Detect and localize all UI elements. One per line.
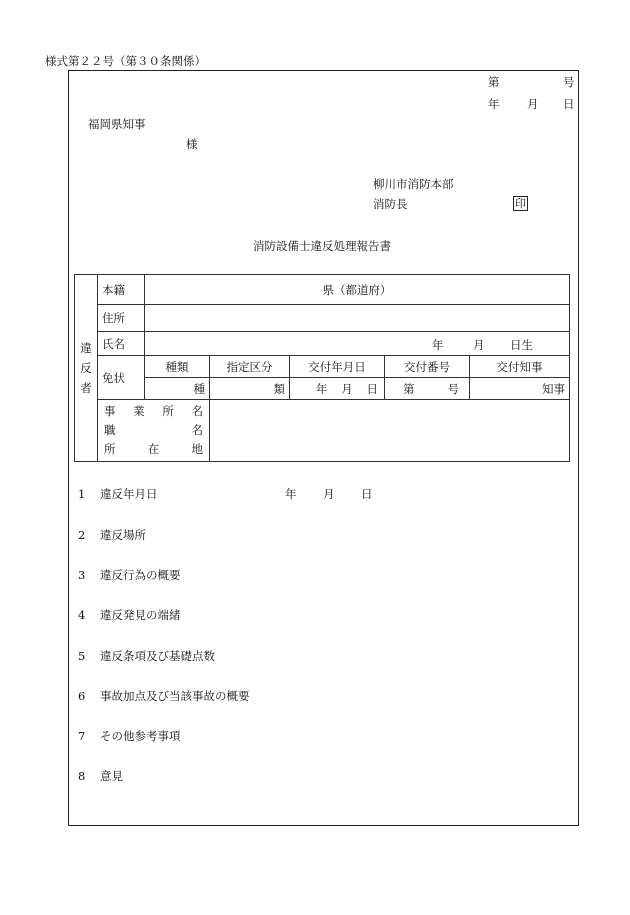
item-8: 8 意見 (78, 769, 123, 783)
license-header-type: 種類 (145, 356, 210, 378)
form-number-label: 様式第２２号（第３０条関係） (45, 54, 206, 68)
item-3-label: 違反行為の概要 (100, 568, 181, 582)
location-label: 所 在 地 (104, 442, 203, 456)
item-1-month: 月 (323, 487, 335, 501)
item-6: 6 事故加点及び当該事故の概要 (78, 689, 250, 703)
name-label: 氏名 (98, 332, 145, 356)
item-4-label: 違反発見の端緒 (100, 608, 181, 622)
job-title-label: 職 名 (104, 423, 203, 437)
license-header-issue-number: 交付番号 (385, 356, 470, 378)
sender-org: 柳川市消防本部 (373, 177, 454, 191)
item-1-day: 日 (361, 487, 373, 501)
item-2-label: 違反場所 (100, 528, 146, 542)
business-labels-cell (98, 400, 210, 462)
document-title: 消防設備士違反処理報告書 (253, 239, 391, 253)
license-label: 免状 (98, 356, 145, 400)
license-issue-year: 年 (316, 381, 328, 396)
license-category-rui: 類 (210, 378, 290, 400)
item-3: 3 違反行為の概要 (78, 568, 181, 582)
item-8-label: 意見 (100, 769, 123, 783)
item-1-year: 年 (285, 487, 297, 501)
name-birth-cell (145, 332, 570, 356)
business-value-cell (210, 400, 570, 462)
license-type-shu: 種 (145, 378, 210, 400)
item-1: 1 違反年月日 (78, 487, 158, 501)
birth-suffix: 日生 (510, 337, 533, 352)
item-7-label: その他参考事項 (100, 729, 181, 743)
birth-month: 月 (473, 337, 485, 352)
item-1-label: 違反年月日 (100, 487, 158, 501)
item-5: 5 違反条項及び基礎点数 (78, 649, 215, 663)
license-issue-month: 月 (341, 381, 353, 396)
address-value (145, 305, 570, 332)
doc-number-dai: 第 (488, 75, 500, 89)
honseki-label: 本籍 (98, 275, 145, 305)
item-4: 4 違反発見の端緒 (78, 608, 181, 622)
violator-table (74, 274, 570, 462)
license-header-governor: 交付知事 (470, 356, 570, 378)
item-7: 7 その他参考事項 (78, 729, 181, 743)
license-number-dai: 第 (403, 381, 415, 396)
license-issue-day: 日 (366, 381, 378, 396)
item-6-label: 事故加点及び当該事故の概要 (100, 689, 250, 703)
license-header-issue-date: 交付年月日 (290, 356, 385, 378)
honorific: 様 (186, 137, 198, 151)
business-name-label: 事 業 所 名 (104, 404, 203, 418)
license-number-go: 号 (447, 381, 459, 396)
honseki-value: 県（都道府） (145, 275, 570, 305)
doc-date-year: 年 (488, 97, 500, 111)
violator-side-label: 違 反 者 (75, 275, 98, 462)
item-2: 2 違反場所 (78, 528, 146, 542)
license-governor-chiji: 知事 (470, 378, 570, 400)
license-number-cell (385, 378, 470, 400)
doc-number-go: 号 (563, 75, 575, 89)
seal-stamp: 印 (515, 197, 526, 210)
birth-year: 年 (432, 337, 444, 352)
address-label: 住所 (98, 305, 145, 332)
license-issue-date-cell (290, 378, 385, 400)
doc-date-month: 月 (527, 97, 539, 111)
sender-title: 消防長 (373, 197, 408, 211)
recipient: 福岡県知事 (88, 117, 146, 131)
item-5-label: 違反条項及び基礎点数 (100, 649, 215, 663)
doc-date-day: 日 (563, 97, 575, 111)
license-header-category: 指定区分 (210, 356, 290, 378)
